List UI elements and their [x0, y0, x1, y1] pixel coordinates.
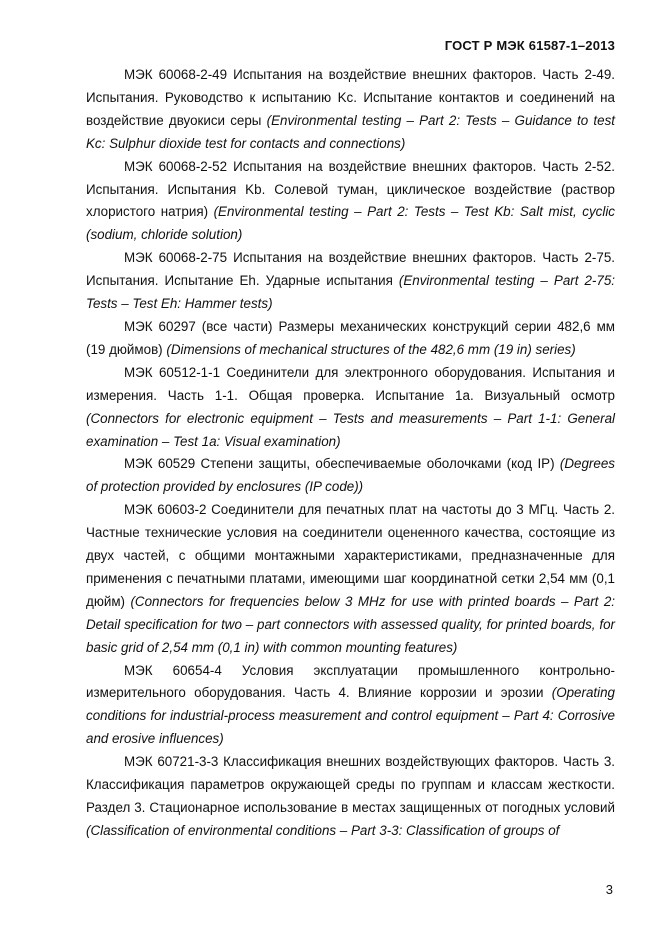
reference-en: (Environmental testing – Part 2-75: Tests – Test Eh: Hammer tests)	[86, 273, 615, 312]
reference-en: (Degrees of protection provided by enclosures (IP code))	[86, 456, 615, 495]
reference-en: (Environmental testing – Part 2: Tests – Test Kb: Salt mist, cyclic (sodium, chloride solution)	[86, 204, 615, 243]
standard-header: ГОСТ Р МЭК 61587-1–2013	[444, 38, 615, 53]
reference-ru: МЭК 60603-2 Соединители для печатных плат на частоты до 3 МГц. Часть 2. Частные технические условия на соединители оцененного качества, состоящие из двух частей, с общими монтажными характеристиками, предназначенные для применения с печатными платами, имеющими шаг координатной сетки 2,54 мм (0,1 дюйм)	[86, 502, 615, 609]
reference-item	[86, 156, 615, 248]
reference-item	[86, 499, 615, 659]
reference-ru: МЭК 60529 Степени защиты, обеспечиваемые оболочками (код IP)	[124, 456, 555, 472]
reference-en: (Environmental testing – Part 2: Tests – Guidance to test Kc: Sulphur dioxide test for contacts and connections)	[86, 112, 615, 151]
reference-item	[86, 64, 615, 156]
reference-en: (Operating conditions for industrial-process measurement and control equipment – Part 4: Corrosive and erosive influences)	[86, 685, 615, 747]
page-number: 3	[605, 882, 613, 897]
reference-en: (Connectors for frequencies below 3 MHz for use with printed boards – Part 2: Detail specification for two – part connectors with assessed quality, for printed boards, for basic grid of 2,54 mm (0,1 in) with common mounting features)	[86, 593, 615, 655]
reference-item	[86, 247, 615, 316]
normative-references	[86, 64, 615, 843]
reference-ru: МЭК 60654-4 Условия эксплуатации промышленного контрольно-измерительного оборудования. Часть 4. Влияние коррозии и эрозии	[86, 662, 615, 701]
reference-item	[86, 453, 615, 499]
reference-ru: МЭК 60068-2-75 Испытания на воздействие внешних факторов. Часть 2-75. Испытания. Испытание Eh. Ударные испытания	[86, 250, 615, 289]
reference-item	[86, 751, 615, 843]
reference-en: (Connectors for electronic equipment – Tests and measurements – Part 1-1: General examination – Test 1a: Visual examination)	[86, 410, 615, 449]
reference-item	[86, 660, 615, 752]
reference-en: (Classification of environmental conditions – Part 3-3: Classification of groups of	[86, 822, 560, 838]
reference-ru: МЭК 60297 (все части) Размеры механических конструкций серии 482,6 мм (19 дюймов)	[86, 318, 615, 357]
reference-item	[86, 362, 615, 454]
reference-ru: МЭК 60068-2-52 Испытания на воздействие внешних факторов. Часть 2-52. Испытания. Испытания Kb. Солевой туман, циклическое воздействие (раствор хлористого натрия)	[86, 158, 615, 220]
reference-item	[86, 316, 615, 362]
reference-ru: МЭК 60068-2-49 Испытания на воздействие внешних факторов. Часть 2-49. Испытания. Руководство к испытанию Kc. Испытание контактов и соединений на воздействие двуокиси серы	[86, 67, 615, 128]
reference-ru: МЭК 60512-1-1 Соединители для электронного оборудования. Испытания и измерения. Часть 1-1. Общая проверка. Испытание 1a. Визуальный осмотр	[86, 364, 615, 403]
reference-en: (Dimensions of mechanical structures of the 482,6 mm (19 in) series)	[166, 341, 576, 357]
reference-ru: МЭК 60721-3-3 Классификация внешних воздействующих факторов. Часть 3. Классификация параметров окружающей среды по группам и классам жесткости. Раздел 3. Стационарное использование в местах защищенных от погодных условий	[86, 754, 615, 815]
